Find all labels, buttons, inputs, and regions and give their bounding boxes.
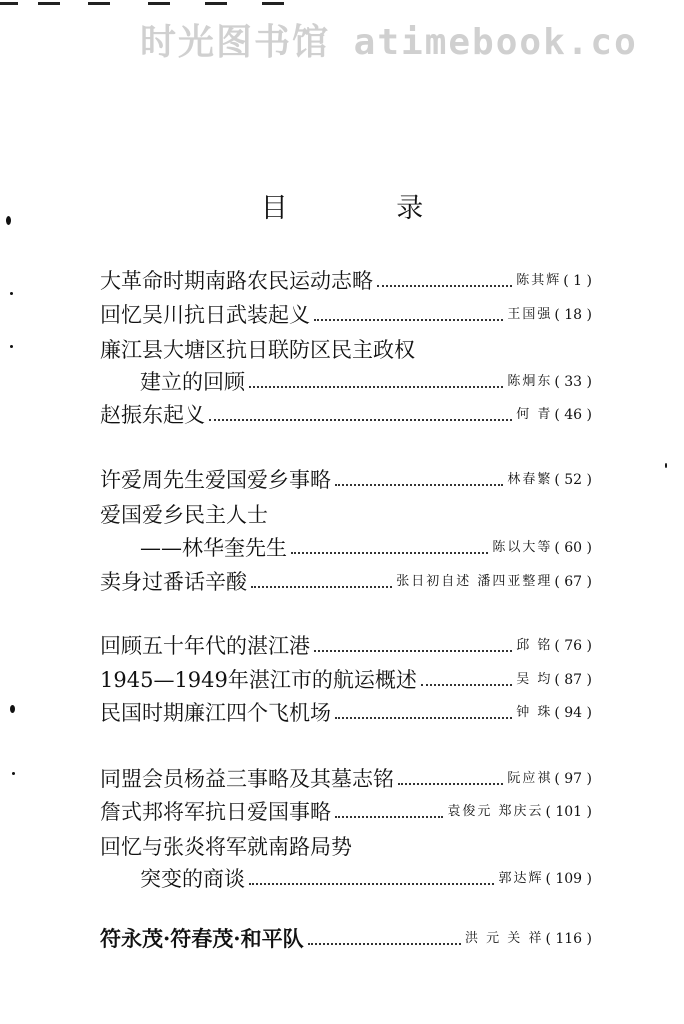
entry-title-line1: 爱国爱乡民主人士 (100, 503, 268, 527)
entry-page: ( 116 ) (545, 931, 592, 947)
entry-title: 符永茂·符春茂·和平队 (100, 926, 304, 951)
leader-dots (377, 285, 512, 287)
entry-title: 1945—1949年湛江市的航运概述 (100, 668, 417, 692)
entry-page: ( 52 ) (554, 472, 592, 488)
top-border-dashes (0, 2, 300, 10)
entry-author: 邱 铭 (516, 638, 553, 653)
scan-speck (10, 705, 15, 713)
toc-entry (100, 764, 592, 794)
leader-dots (308, 943, 461, 945)
entry-page: ( 1 ) (563, 273, 592, 289)
entry-author: 林春繁 (507, 472, 553, 487)
entry-author: 陈炯东 (507, 374, 553, 389)
entry-title: ——林华奎先生 (140, 536, 287, 560)
toc-entry (140, 533, 592, 563)
entry-author: 王国强 (507, 307, 553, 322)
leader-dots (249, 386, 503, 388)
entry-title: 赵振东起义 (100, 403, 205, 427)
entry-title: 同盟会员杨益三事略及其墓志铭 (100, 767, 394, 791)
leader-dots (209, 419, 512, 421)
entry-author: 陈其辉 (516, 273, 562, 288)
entry-page: ( 109 ) (545, 871, 592, 887)
page-title: 目 录 (260, 193, 474, 224)
leader-dots (335, 484, 503, 486)
entry-title: 大革命时期南路农民运动志略 (100, 269, 373, 293)
entry-page: ( 60 ) (554, 540, 592, 556)
scan-speck (10, 345, 13, 348)
entry-page: ( 94 ) (554, 705, 592, 721)
leader-dots (291, 552, 488, 554)
entry-author: 郭达辉 (498, 871, 544, 886)
entry-page: ( 67 ) (554, 574, 592, 590)
entry-title: 民国时期廉江四个飞机场 (100, 701, 331, 725)
toc-entry (100, 400, 592, 430)
toc-entry (100, 797, 592, 827)
entry-author: 钟 珠 (516, 705, 553, 720)
entry-page: ( 87 ) (554, 672, 592, 688)
toc-entry (140, 367, 592, 397)
toc-entry (100, 698, 592, 728)
leader-dots (421, 684, 512, 686)
toc-entry (100, 465, 592, 495)
scan-speck (12, 772, 15, 775)
leader-dots (249, 883, 494, 885)
toc-entry (100, 300, 592, 330)
entry-title-line1: 回忆与张炎将军就南路局势 (100, 835, 352, 859)
toc-entry (100, 924, 592, 954)
watermark: 时光图书馆 atimebook.co (140, 22, 638, 63)
toc-entry (100, 631, 592, 661)
toc-entry (100, 665, 592, 695)
entry-author: 张日初自述 潘四亚整理 (396, 574, 553, 589)
leader-dots (251, 586, 392, 588)
leader-dots (335, 717, 512, 719)
leader-dots (314, 650, 512, 652)
entry-page: ( 97 ) (554, 771, 592, 787)
entry-page: ( 76 ) (554, 638, 592, 654)
entry-title: 许爱周先生爱国爱乡事略 (100, 468, 331, 492)
entry-title: 突变的商谈 (140, 867, 245, 891)
entry-title: 回顾五十年代的湛江港 (100, 634, 310, 658)
entry-title: 建立的回顾 (140, 370, 245, 394)
entry-author: 陈以大等 (492, 540, 553, 555)
entry-page: ( 101 ) (545, 804, 592, 820)
entry-title: 詹式邦将军抗日爱国事略 (100, 800, 331, 824)
entry-author: 阮应祺 (507, 771, 553, 786)
entry-title: 回忆吴川抗日武装起义 (100, 303, 310, 327)
scan-speck (665, 463, 667, 468)
entry-title-line1: 廉江县大塘区抗日联防区民主政权 (100, 338, 415, 362)
leader-dots (314, 319, 503, 321)
toc-entry (100, 567, 592, 597)
toc-entry (140, 864, 592, 894)
entry-page: ( 33 ) (554, 374, 592, 390)
scan-speck (10, 292, 13, 295)
entry-page: ( 46 ) (554, 407, 592, 423)
entry-author: 袁俊元 郑庆云 (447, 804, 544, 819)
entry-page: ( 18 ) (554, 307, 592, 323)
leader-dots (335, 816, 443, 818)
entry-author: 吴 均 (516, 672, 553, 687)
toc-entry (100, 266, 592, 296)
entry-author: 洪 元 关 祥 (465, 931, 544, 946)
entry-author: 何 青 (516, 407, 553, 422)
leader-dots (398, 783, 503, 785)
entry-title: 卖身过番话辛酸 (100, 570, 247, 594)
